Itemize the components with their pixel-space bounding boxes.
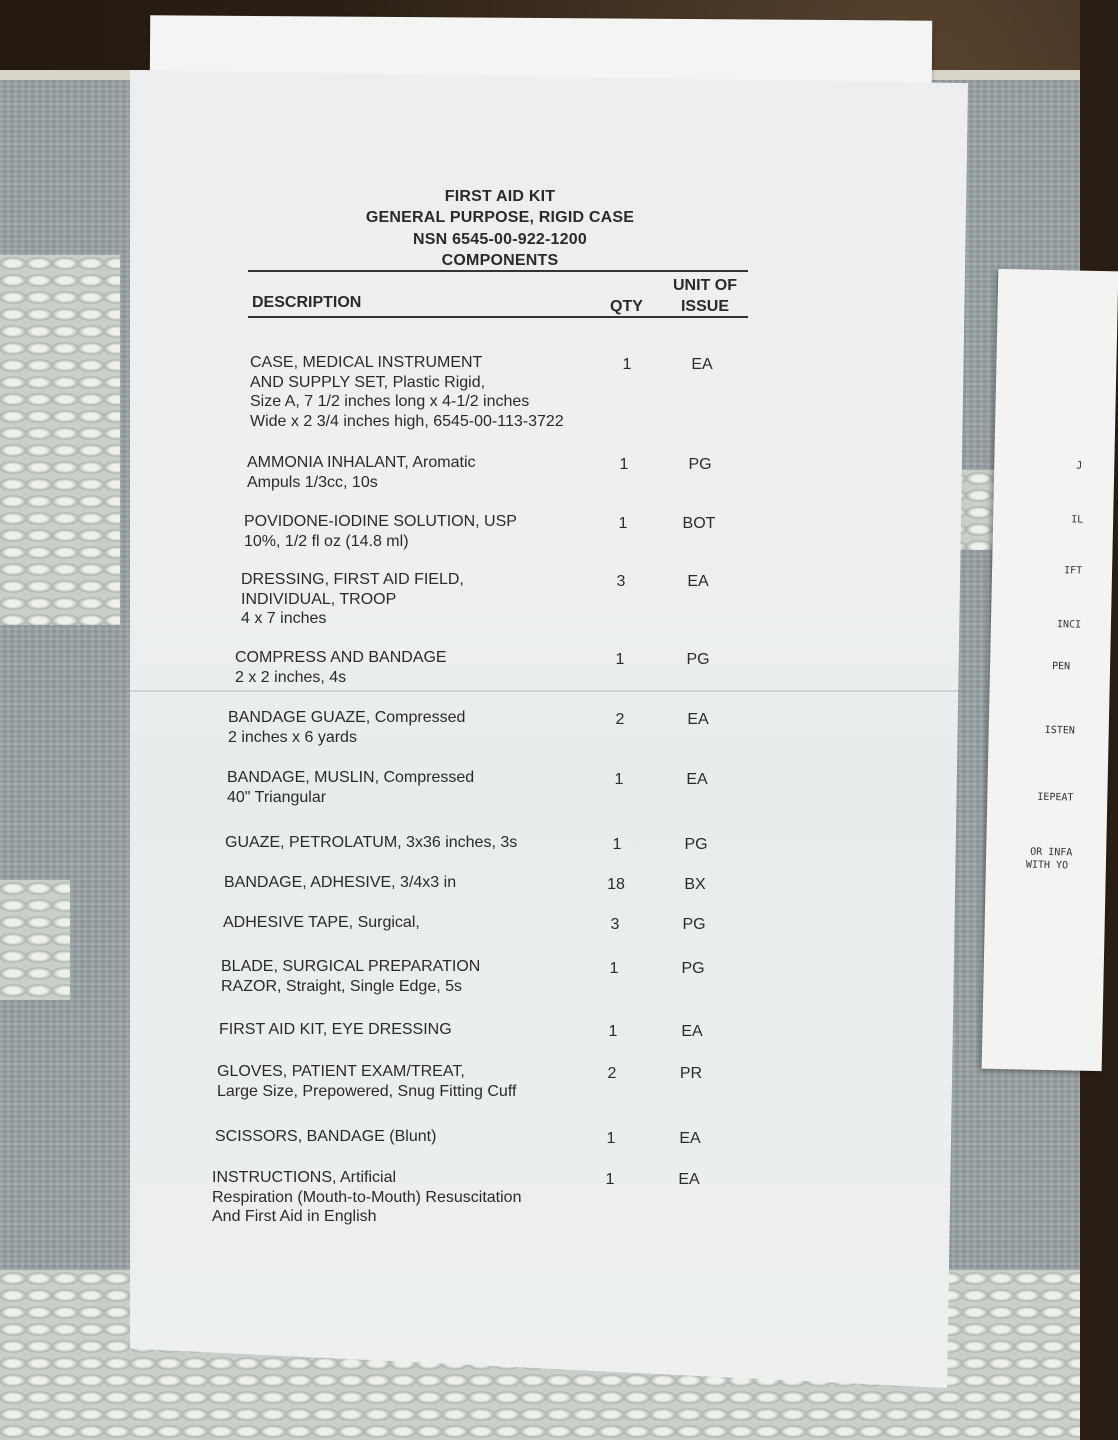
- kit-subtitle: GENERAL PURPOSE, RIGID CASE: [365, 209, 635, 226]
- component-description-line: BANDAGE GUAZE, Compressed: [228, 709, 466, 726]
- component-unit-of-issue: PG: [686, 651, 710, 668]
- component-description-line: BLADE, SURGICAL PREPARATION: [221, 958, 481, 975]
- component-description-line: 40" Triangular: [227, 788, 327, 806]
- component-description-line: Size A, 7 1/2 inches long x 4-1/2 inches: [250, 393, 530, 410]
- component-unit-of-issue: EA: [679, 1130, 701, 1147]
- component-qty: 1: [615, 651, 625, 668]
- component-description-line: 2 inches x 6 yards: [228, 728, 357, 746]
- unit-column-header: [670, 275, 740, 317]
- rug-weave-pattern: [0, 880, 70, 1000]
- component-description: [223, 913, 583, 933]
- component-description: [241, 570, 601, 629]
- component-description-line: RAZOR, Straight, Single Edge, 5s: [221, 977, 462, 995]
- component-unit-of-issue: PG: [684, 836, 708, 853]
- component-unit-of-issue: EA: [687, 573, 709, 590]
- component-description-line: GUAZE, PETROLATUM, 3x36 inches, 3s: [225, 834, 518, 851]
- component-description-line: Wide x 2 3/4 inches high, 6545-00-113-3722: [250, 412, 564, 430]
- component-description-line: AMMONIA INHALANT, Aromatic: [247, 454, 476, 471]
- side-sheet-fragment: IEPEAT: [1037, 791, 1074, 804]
- component-unit-of-issue: EA: [681, 1023, 703, 1040]
- component-description: [227, 768, 587, 807]
- component-description: [215, 1127, 575, 1147]
- component-description-line: ADHESIVE TAPE, Surgical,: [223, 914, 420, 931]
- component-qty: 1: [614, 771, 624, 788]
- component-unit-of-issue: PG: [682, 916, 706, 933]
- unit-header-line: ISSUE: [680, 298, 729, 315]
- component-description-line: BANDAGE, MUSLIN, Compressed: [227, 769, 475, 786]
- component-description-line: INSTRUCTIONS, Artificial: [212, 1169, 397, 1186]
- side-sheet-fragment: PEN: [1051, 661, 1071, 673]
- component-description-line: DRESSING, FIRST AID FIELD,: [241, 571, 464, 588]
- component-unit-of-issue: PR: [679, 1065, 703, 1082]
- side-sheet-fragment: IL: [1071, 514, 1084, 526]
- component-description-line: SCISSORS, BANDAGE (Blunt): [215, 1128, 437, 1145]
- component-description-line: CASE, MEDICAL INSTRUMENT: [250, 354, 483, 371]
- component-qty: 1: [618, 515, 628, 532]
- rug-weave-pattern: [0, 255, 120, 625]
- component-description-line: FIRST AID KIT, EYE DRESSING: [219, 1021, 452, 1038]
- component-description: [221, 957, 581, 996]
- component-qty: 1: [609, 960, 619, 977]
- side-sheet-fragment: ISTEN: [1044, 724, 1075, 737]
- components-list: [130, 70, 968, 1388]
- component-description-line: INDIVIDUAL, TROOP: [241, 590, 397, 608]
- component-unit-of-issue: BOT: [682, 515, 716, 532]
- component-description-line: 10%, 1/2 fl oz (14.8 ml): [244, 532, 409, 550]
- qty-column-header: QTY: [610, 298, 643, 315]
- component-unit-of-issue: PG: [688, 456, 712, 473]
- component-description: [219, 1020, 579, 1040]
- component-qty: 18: [607, 876, 625, 893]
- component-description: [247, 453, 607, 492]
- component-unit-of-issue: EA: [687, 711, 709, 728]
- component-description-line: 4 x 7 inches: [241, 610, 327, 627]
- side-sheet-fragment: OR INFA: [1030, 846, 1073, 859]
- component-unit-of-issue: EA: [691, 356, 713, 373]
- component-unit-of-issue: EA: [686, 771, 708, 788]
- side-sheet-fragment: WITH YO: [1025, 859, 1069, 872]
- kit-nsn: NSN 6545-00-922-1200: [413, 231, 587, 248]
- component-qty: 1: [612, 836, 622, 853]
- component-description-line: Respiration (Mouth-to-Mouth) Resuscitation: [212, 1188, 522, 1206]
- header-rule-top: [248, 270, 748, 272]
- component-unit-of-issue: PG: [681, 960, 705, 977]
- component-description-line: GLOVES, PATIENT EXAM/TREAT,: [217, 1063, 465, 1080]
- side-sheet-fragment: INCI: [1056, 619, 1082, 631]
- component-description-line: And First Aid in English: [212, 1208, 377, 1225]
- component-description: [217, 1062, 577, 1101]
- component-description-line: 2 x 2 inches, 4s: [235, 668, 347, 686]
- header-rule-bottom: [248, 316, 748, 318]
- component-qty: 1: [608, 1023, 618, 1040]
- unit-header-line: UNIT OF: [673, 277, 737, 294]
- component-description-line: BANDAGE, ADHESIVE, 3/4x3 in: [224, 874, 457, 891]
- component-description: [224, 873, 584, 893]
- component-description: [250, 353, 610, 431]
- section-title: COMPONENTS: [441, 252, 559, 269]
- component-description-line: COMPRESS AND BANDAGE: [235, 649, 447, 666]
- component-description: [228, 708, 588, 747]
- component-qty: 1: [605, 1171, 615, 1188]
- component-qty: 1: [606, 1130, 616, 1147]
- component-unit-of-issue: EA: [678, 1171, 700, 1188]
- description-column-header: DESCRIPTION: [252, 294, 362, 311]
- side-instruction-sheet: [982, 269, 1118, 1071]
- component-description: [212, 1168, 572, 1227]
- component-qty: 3: [610, 916, 620, 933]
- component-description-line: AND SUPPLY SET, Plastic Rigid,: [250, 373, 486, 391]
- component-description-line: Large Size, Prepowered, Snug Fitting Cuff: [217, 1082, 517, 1100]
- component-qty: 1: [622, 356, 632, 373]
- component-qty: 2: [607, 1065, 617, 1082]
- kit-title: FIRST AID KIT: [444, 188, 556, 205]
- component-description: [244, 512, 604, 551]
- component-qty: 3: [616, 573, 626, 590]
- component-description-line: POVIDONE-IODINE SOLUTION, USP: [244, 513, 517, 530]
- component-qty: 1: [619, 456, 629, 473]
- component-qty: 2: [615, 711, 625, 728]
- component-description-line: Ampuls 1/3cc, 10s: [247, 473, 378, 491]
- component-description: [235, 648, 595, 687]
- component-unit-of-issue: BX: [684, 876, 706, 893]
- side-sheet-fragment: J: [1076, 460, 1083, 472]
- side-sheet-fragment: IFT: [1063, 565, 1083, 577]
- component-description: [225, 833, 585, 853]
